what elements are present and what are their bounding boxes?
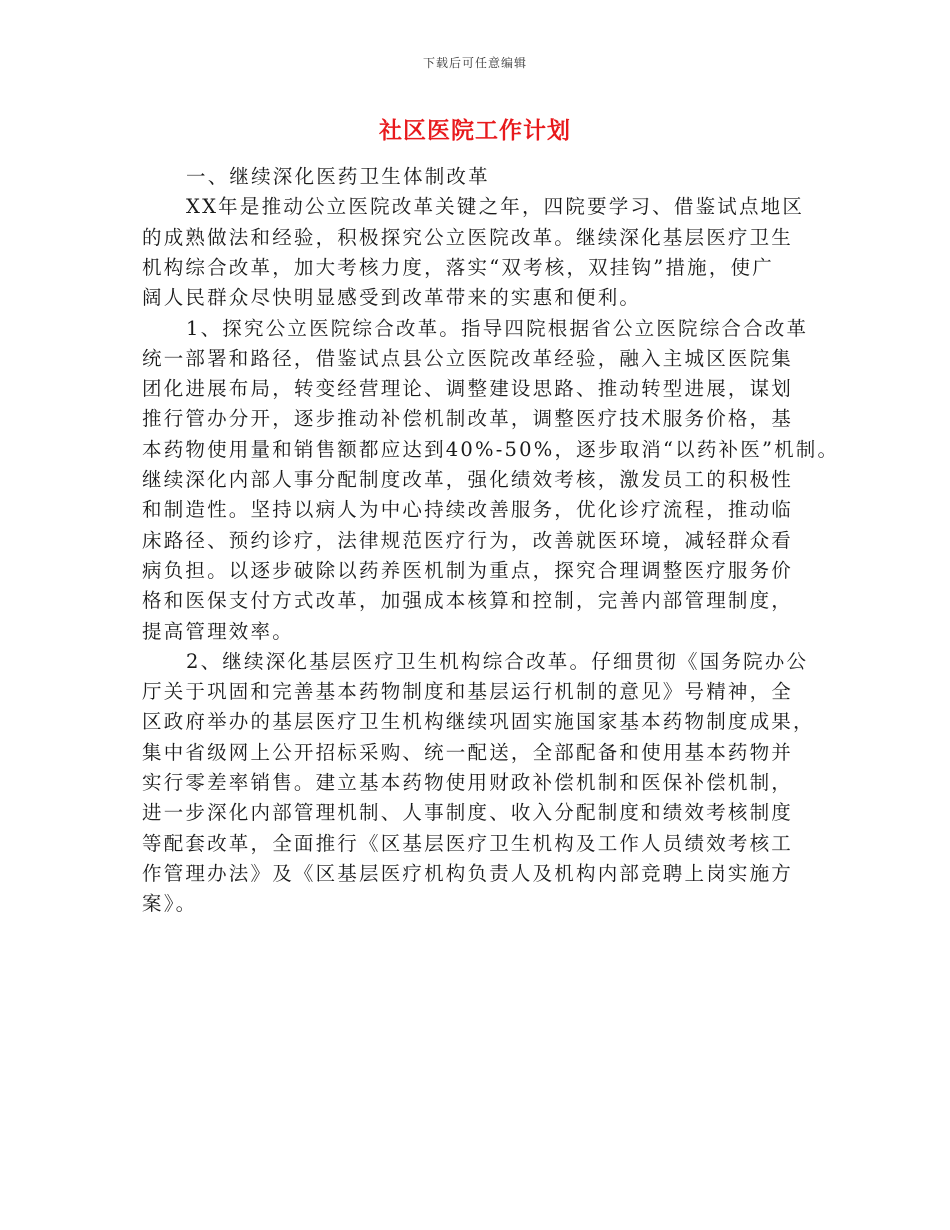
section-heading: 一、继续深化医药卫生体制改革 xyxy=(186,165,490,188)
page-title: 社区医院工作计划 xyxy=(379,117,571,144)
paragraph-line: XX年是推动公立医院改革关键之年，四院要学习、借鉴试点地区 xyxy=(186,195,805,218)
paragraph-line: 推行管办分开，逐步推动补偿机制改革，调整医疗技术服务价格，基 xyxy=(142,407,794,430)
paragraph-line: 床路径、预约诊疗，法律规范医疗行为，改善就医环境，减轻群众看 xyxy=(142,529,794,552)
paragraph-line: 统一部署和路径，借鉴试点县公立医院改革经验，融入主城区医院集 xyxy=(142,347,794,370)
paragraph-line: 格和医保支付方式改革，加强成本核算和控制，完善内部管理制度， xyxy=(142,589,794,612)
paragraph-line: 区政府举办的基层医疗卫生机构继续巩固实施国家基本药物制度成果， xyxy=(142,710,815,733)
paragraph-line: 等配套改革，全面推行《区基层医疗卫生机构及工作人员绩效考核工 xyxy=(142,832,794,855)
paragraph-line: 作管理办法》及《区基层医疗机构负责人及机构内部竞聘上岗实施方 xyxy=(142,862,794,885)
paragraph-line: 的成熟做法和经验，积极探究公立医院改革。继续深化基层医疗卫生 xyxy=(142,226,794,249)
paragraph-line: 厅关于巩固和完善基本药物制度和基层运行机制的意见》号精神，全 xyxy=(142,680,794,703)
paragraph-line: 案》。 xyxy=(142,892,198,915)
paragraph-line: 阔人民群众尽快明显感受到改革带来的实惠和便利。 xyxy=(142,286,642,309)
header-note: 下载后可任意编辑 xyxy=(422,56,527,70)
paragraph-line: 集中省级网上公开招标采购、统一配送，全部配备和使用基本药物并 xyxy=(142,741,794,764)
paragraph-line: 病负担。以逐步破除以药养医机制为重点，探究合理调整医疗服务价 xyxy=(142,559,794,582)
paragraph-line: 和制造性。坚持以病人为中心持续改善服务，优化诊疗流程，推动临 xyxy=(142,498,794,521)
paragraph-line: 机构综合改革，加大考核力度，落实“双考核，双挂钩”措施，使广 xyxy=(142,256,774,279)
paragraph-line: 提高管理效率。 xyxy=(142,620,294,643)
paragraph-line: 2、继续深化基层医疗卫生机构综合改革。仔细贯彻《国务院办公 xyxy=(186,650,809,673)
paragraph-line: 团化进展布局，转变经营理论、调整建设思路、推动转型进展，谋划 xyxy=(142,377,794,400)
paragraph-line: 进一步深化内部管理机制、人事制度、收入分配制度和绩效考核制度 xyxy=(142,801,794,824)
paragraph-line: 实行零差率销售。建立基本药物使用财政补偿机制和医保补偿机制， xyxy=(142,771,794,794)
paragraph-line: 1、探究公立医院综合改革。指导四院根据省公立医院综合合改革 xyxy=(186,317,809,340)
paragraph-line: 继续深化内部人事分配制度改革，强化绩效考核，激发员工的积极性 xyxy=(142,468,794,491)
paragraph-line: 本药物使用量和销售额都应达到40%-50%，逐步取消“以药补医”机制。 xyxy=(142,438,840,461)
